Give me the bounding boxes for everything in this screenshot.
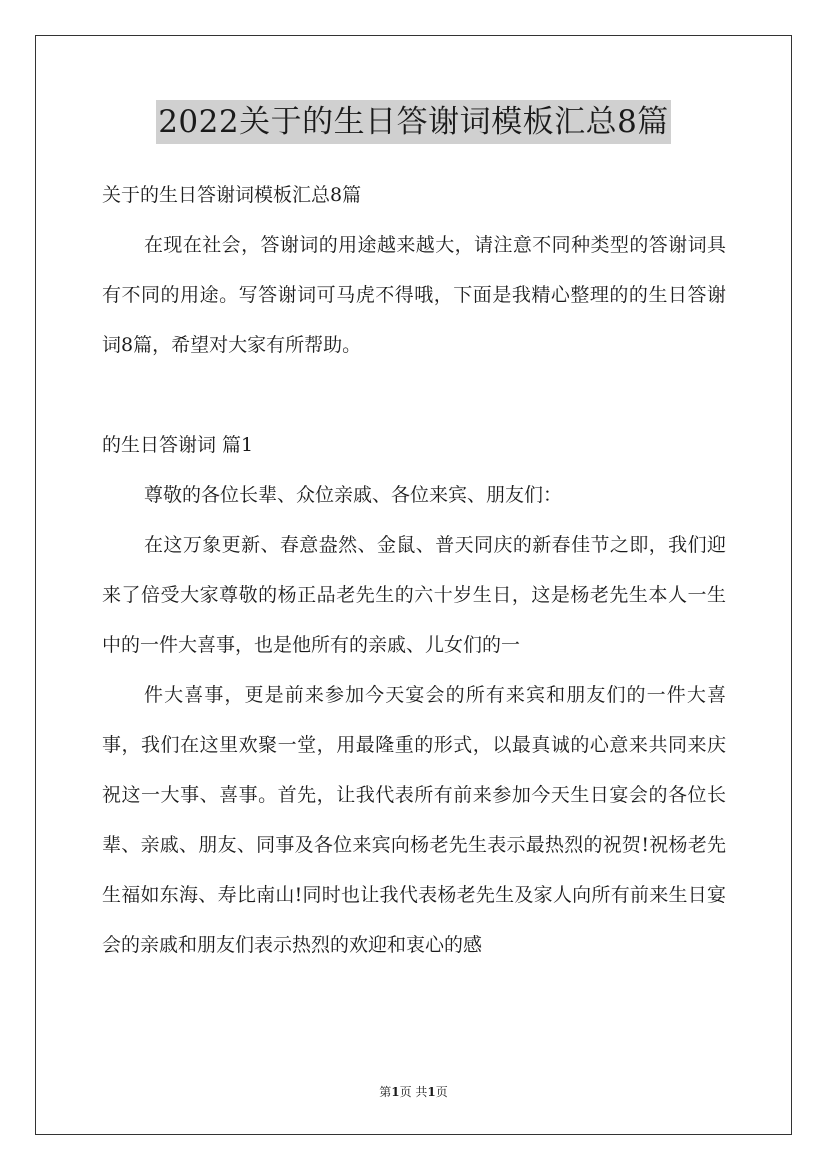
document-title [0,100,827,144]
body-paragraph: 在这万象更新、春意盎然、金鼠、普天同庆的新春佳节之即，我们迎来了倍受大家尊敬的杨正品老先生的六十岁生日，这是杨老先生本人一生中的一件大喜事，也是他所有的亲戚、儿女们的一 [102,534,726,656]
page-suffix: 页 [435,1085,448,1099]
body-paragraph: 件大喜事，更是前来参加今天宴会的所有来宾和朋友们的一件大喜事，我们在这里欢聚一堂，用最隆重的形式，以最真诚的心意来共同来庆祝这一大事、喜事。首先，让我代表所有前来参加今天生日宴会的各位长辈、亲戚、朋友、同事及各位来宾向杨老先生表示最热烈的祝贺!祝杨老先生福如东海、寿比南山!同时也让我代表杨老先生及家人向所有前来生日宴会的亲戚和朋友们表示热烈的欢迎和衷心的感 [102,684,726,956]
page-number-footer [0,1082,827,1102]
document-subtitle: 关于的生日答谢词模板汇总8篇 [102,184,362,206]
intro-paragraph: 在现在社会，答谢词的用途越来越大，请注意不同种类型的答谢词具有不同的用途。写答谢词可马虎不得哦，下面是我精心整理的的生日答谢词8篇，希望对大家有所帮助。 [102,234,726,356]
document-title-text: 2022关于的生日答谢词模板汇总8篇 [156,100,671,144]
page-total: 1 [427,1085,436,1099]
body-paragraph: 尊敬的各位长辈、众位亲戚、各位来宾、朋友们： [144,484,563,506]
section-heading: 的生日答谢词 篇1 [102,434,254,456]
page-current: 1 [391,1085,400,1099]
paragraph-spacer [102,370,726,420]
document-body [102,170,726,970]
page-prefix: 第 [379,1085,392,1099]
page-mid: 页 共 [399,1085,428,1099]
